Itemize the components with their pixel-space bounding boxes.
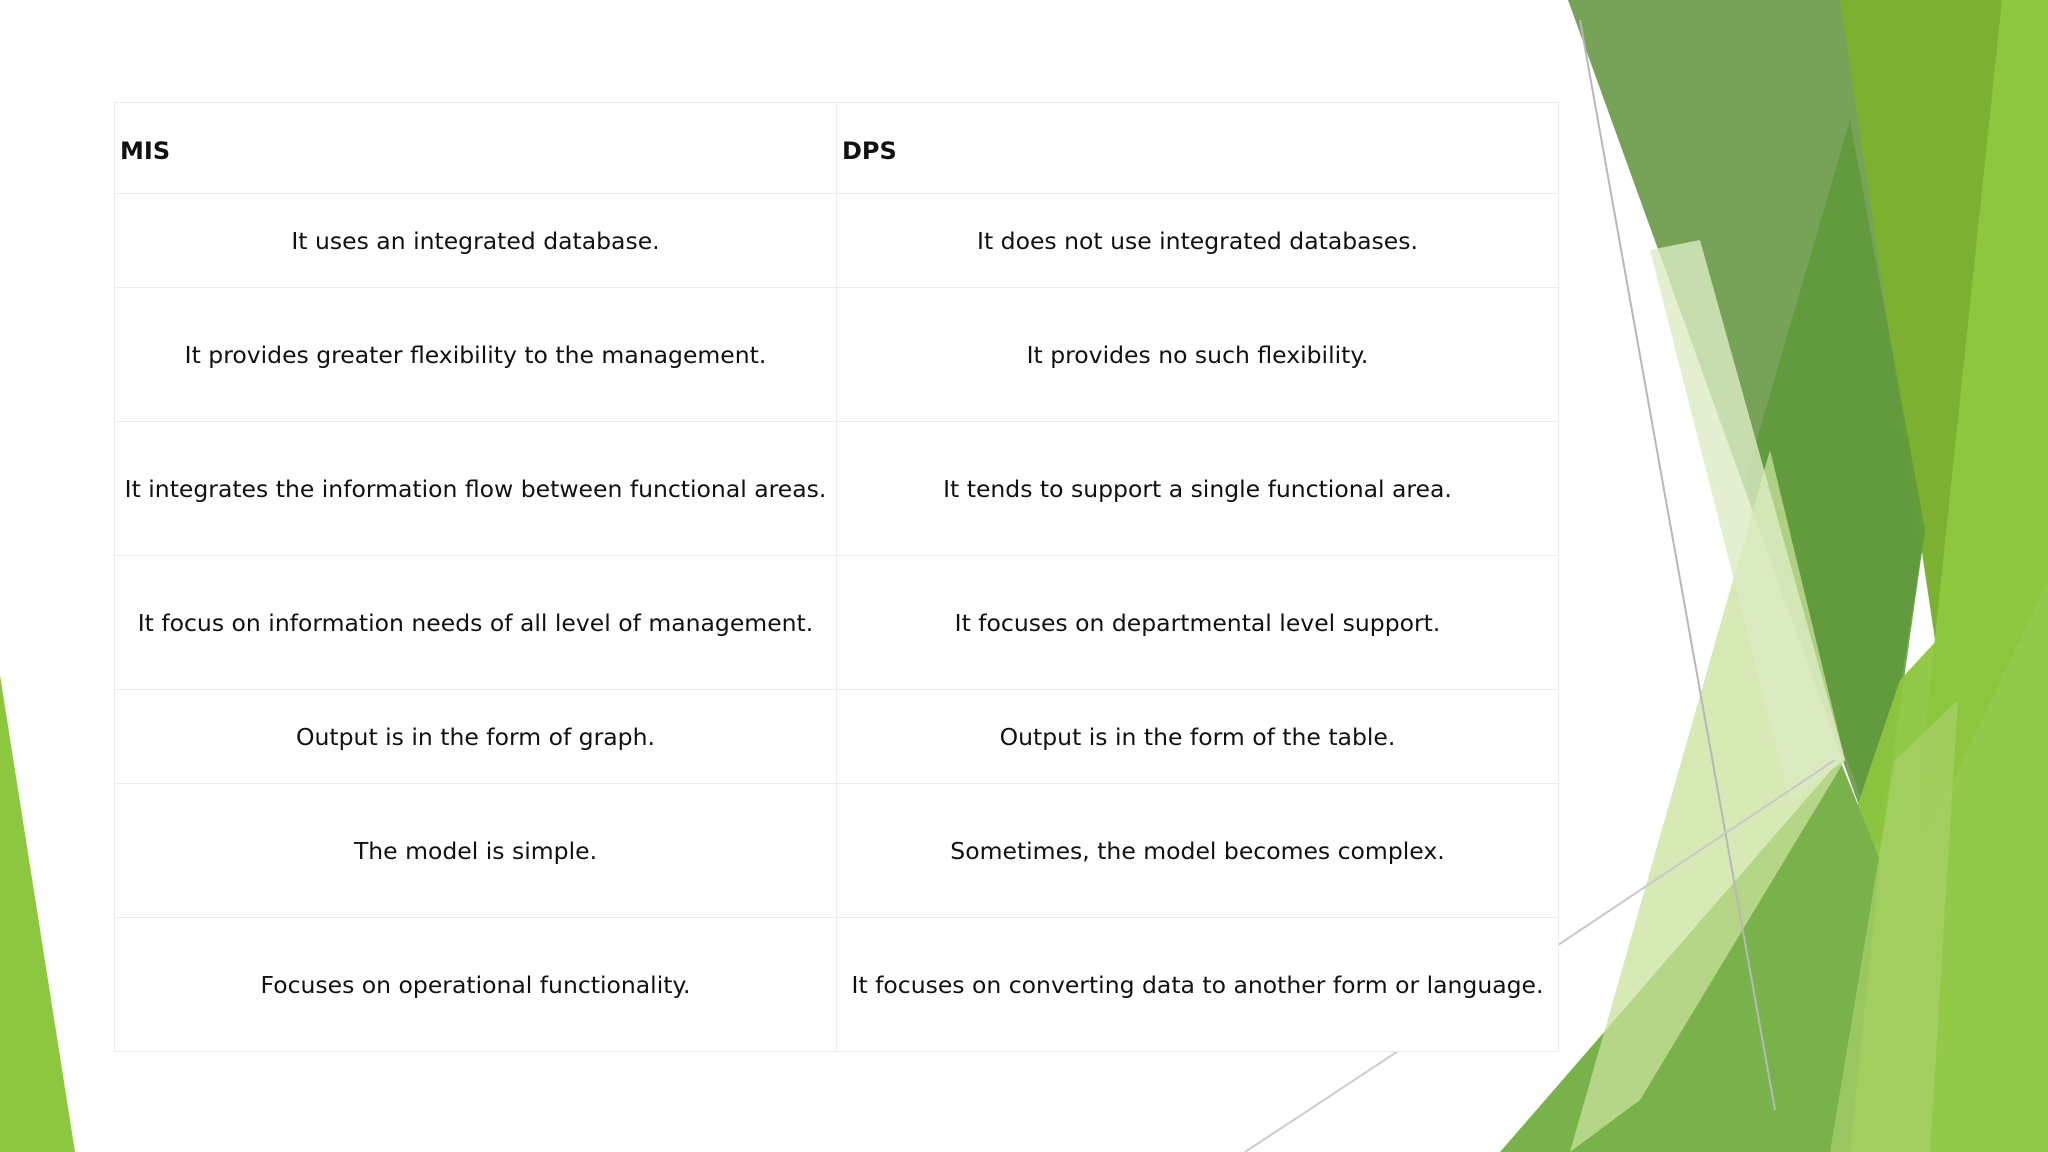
mis-cell: It uses an integrated database.	[115, 194, 837, 288]
mis-cell: It integrates the information flow between functional areas.	[115, 422, 837, 556]
mis-cell: The model is simple.	[115, 784, 837, 918]
table-row	[115, 690, 1559, 784]
decor-shape-left-bottom	[0, 675, 75, 1152]
table-row	[115, 288, 1559, 422]
mis-cell: Focuses on operational functionality.	[115, 918, 837, 1052]
dps-cell: Sometimes, the model becomes complex.	[837, 784, 1559, 918]
header-mis: MIS	[115, 103, 837, 194]
mis-cell: It focus on information needs of all level of management.	[115, 556, 837, 690]
comparison-table	[114, 102, 1559, 1052]
dps-cell: It tends to support a single functional area.	[837, 422, 1559, 556]
dps-cell: It focuses on converting data to another form or language.	[837, 918, 1559, 1052]
header-dps: DPS	[837, 103, 1559, 194]
dps-cell: It does not use integrated databases.	[837, 194, 1559, 288]
dps-cell: Output is in the form of the table.	[837, 690, 1559, 784]
mis-cell: It provides greater flexibility to the management.	[115, 288, 837, 422]
mis-cell: Output is in the form of graph.	[115, 690, 837, 784]
table-row	[115, 784, 1559, 918]
decor-line-diag-2	[1245, 1042, 1412, 1152]
table-row	[115, 194, 1559, 288]
table-row	[115, 918, 1559, 1052]
dps-cell: It provides no such flexibility.	[837, 288, 1559, 422]
table-header-row	[115, 103, 1559, 194]
table-row	[115, 422, 1559, 556]
dps-cell: It focuses on departmental level support.	[837, 556, 1559, 690]
table-row	[115, 556, 1559, 690]
